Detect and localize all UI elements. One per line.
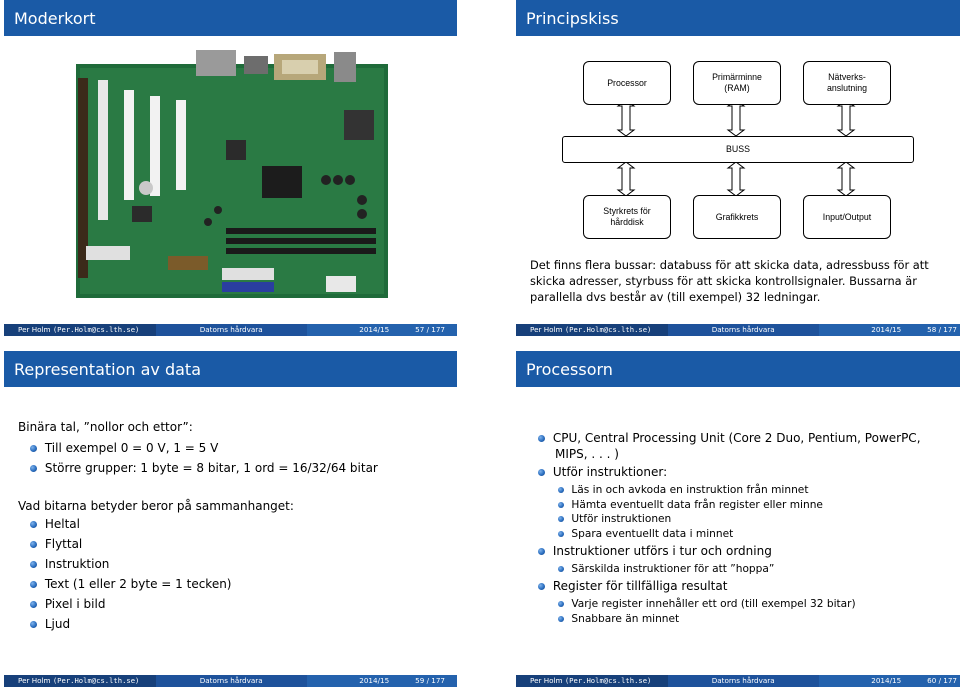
slide-title: Representation av data: [14, 360, 201, 379]
intro-text: Vad bitarna betyder beror på sammanhanget:: [18, 499, 294, 513]
sub-list-item: Spara eventuellt data i minnet: [558, 528, 733, 541]
slide-header: [516, 351, 960, 387]
slide-title: Principskiss: [526, 9, 619, 28]
bullet-icon: [30, 521, 37, 528]
footer-email: (Per.Holm@cs.lth.se): [52, 676, 140, 685]
footer-course: Datorns hårdvara: [156, 324, 307, 336]
list-item: CPU, Central Processing Unit (Core 2 Duo, Pentium, PowerPC,: [538, 431, 921, 446]
bullet-icon: [30, 445, 37, 452]
footer-page: 59 / 177: [415, 676, 445, 685]
slide-title: Processorn: [526, 360, 613, 379]
footer-course: Datorns hårdvara: [668, 324, 819, 336]
slide-footer: [4, 675, 457, 687]
bullet-icon: [30, 465, 37, 472]
footer-year: 2014/15: [359, 676, 390, 685]
list-item: Till exempel 0 = 0 V, 1 = 5 V: [30, 441, 218, 456]
bullet-icon: [30, 621, 37, 628]
slide-header: [4, 351, 457, 387]
footer-author: Per Holm: [530, 676, 563, 685]
footer-course: Datorns hårdvara: [668, 675, 819, 687]
sub-list-item: Varje register innehåller ett ord (till exempel 32 bitar): [558, 598, 856, 611]
explanation-line: Det finns flera bussar: databuss för att skicka data, adressbuss för att: [530, 258, 929, 272]
slide-footer: [516, 675, 960, 687]
bullet-icon: [558, 516, 564, 522]
list-item: Ljud: [30, 617, 70, 632]
bullet-icon: [538, 583, 545, 590]
footer-email: (Per.Holm@cs.lth.se): [52, 325, 140, 334]
list-item: Register för tillfälliga resultat: [538, 579, 727, 594]
footer-email: (Per.Holm@cs.lth.se): [564, 676, 652, 685]
list-item: Instruktioner utförs i tur och ordning: [538, 544, 772, 559]
list-item-continuation: MIPS, . . . ): [555, 447, 619, 461]
sub-list-item: Utför instruktionen: [558, 513, 671, 526]
bullet-icon: [538, 435, 545, 442]
footer-year: 2014/15: [871, 325, 902, 334]
io-box: Input/Output: [803, 195, 891, 239]
list-item: Instruktion: [30, 557, 109, 572]
slide-principskiss: [516, 0, 960, 336]
ram-box: Primärminne (RAM): [693, 61, 781, 105]
list-item: Heltal: [30, 517, 80, 532]
sub-list-item: Läs in och avkoda en instruktion från minnet: [558, 484, 808, 497]
bullet-icon: [538, 548, 545, 555]
footer-author: Per Holm: [18, 676, 51, 685]
bullet-icon: [558, 601, 564, 607]
bullet-icon: [558, 487, 564, 493]
explanation-line: skicka adresser, styrbuss för att skicka kontrollsignaler. Bussarna är: [530, 274, 917, 288]
list-item: Pixel i bild: [30, 597, 105, 612]
slide-footer: [4, 324, 457, 336]
motherboard-photo: [76, 50, 388, 298]
bullet-icon: [558, 566, 564, 572]
sub-list-item: Särskilda instruktioner för att ”hoppa”: [558, 563, 774, 576]
bus-explanation: [530, 257, 960, 305]
footer-course: Datorns hårdvara: [156, 675, 307, 687]
footer-page: 60 / 177: [927, 676, 957, 685]
bullet-icon: [30, 601, 37, 608]
list-item: Text (1 eller 2 byte = 1 tecken): [30, 577, 232, 592]
footer-author: Per Holm: [530, 325, 563, 334]
bullet-icon: [558, 502, 564, 508]
disk-controller-box: Styrkrets för hårddisk: [583, 195, 671, 239]
footer-page: 58 / 177: [927, 325, 957, 334]
list-item: Flyttal: [30, 537, 82, 552]
list-item: Utför instruktioner:: [538, 465, 667, 480]
bullet-icon: [558, 616, 564, 622]
list-item: Större grupper: 1 byte = 8 bitar, 1 ord = 16/32/64 bitar: [30, 461, 378, 476]
slide-processorn: [516, 351, 960, 687]
footer-page: 57 / 177: [415, 325, 445, 334]
bullet-icon: [30, 541, 37, 548]
footer-author: Per Holm: [18, 325, 51, 334]
bullet-icon: [30, 561, 37, 568]
bullet-icon: [30, 581, 37, 588]
slide-representation: [4, 351, 457, 687]
graphics-box: Grafikkrets: [693, 195, 781, 239]
footer-year: 2014/15: [871, 676, 902, 685]
footer-email: (Per.Holm@cs.lth.se): [564, 325, 652, 334]
slide-moderkort: [4, 0, 457, 336]
footer-year: 2014/15: [359, 325, 390, 334]
bus-box: BUSS: [562, 136, 914, 163]
processor-box: Processor: [583, 61, 671, 105]
network-box: Nätverks- anslutning: [803, 61, 891, 105]
sub-list-item: Snabbare än minnet: [558, 613, 679, 626]
sub-list-item: Hämta eventuellt data från register eller minne: [558, 499, 823, 512]
slide-footer: [516, 324, 960, 336]
explanation-line: parallella dvs består av (till exempel) 32 ledningar.: [530, 290, 821, 304]
slide-title: Moderkort: [14, 9, 96, 28]
bullet-icon: [538, 469, 545, 476]
slide-header: [4, 0, 457, 36]
intro-text: Binära tal, ”nollor och ettor”:: [18, 420, 193, 434]
bullet-icon: [558, 531, 564, 537]
